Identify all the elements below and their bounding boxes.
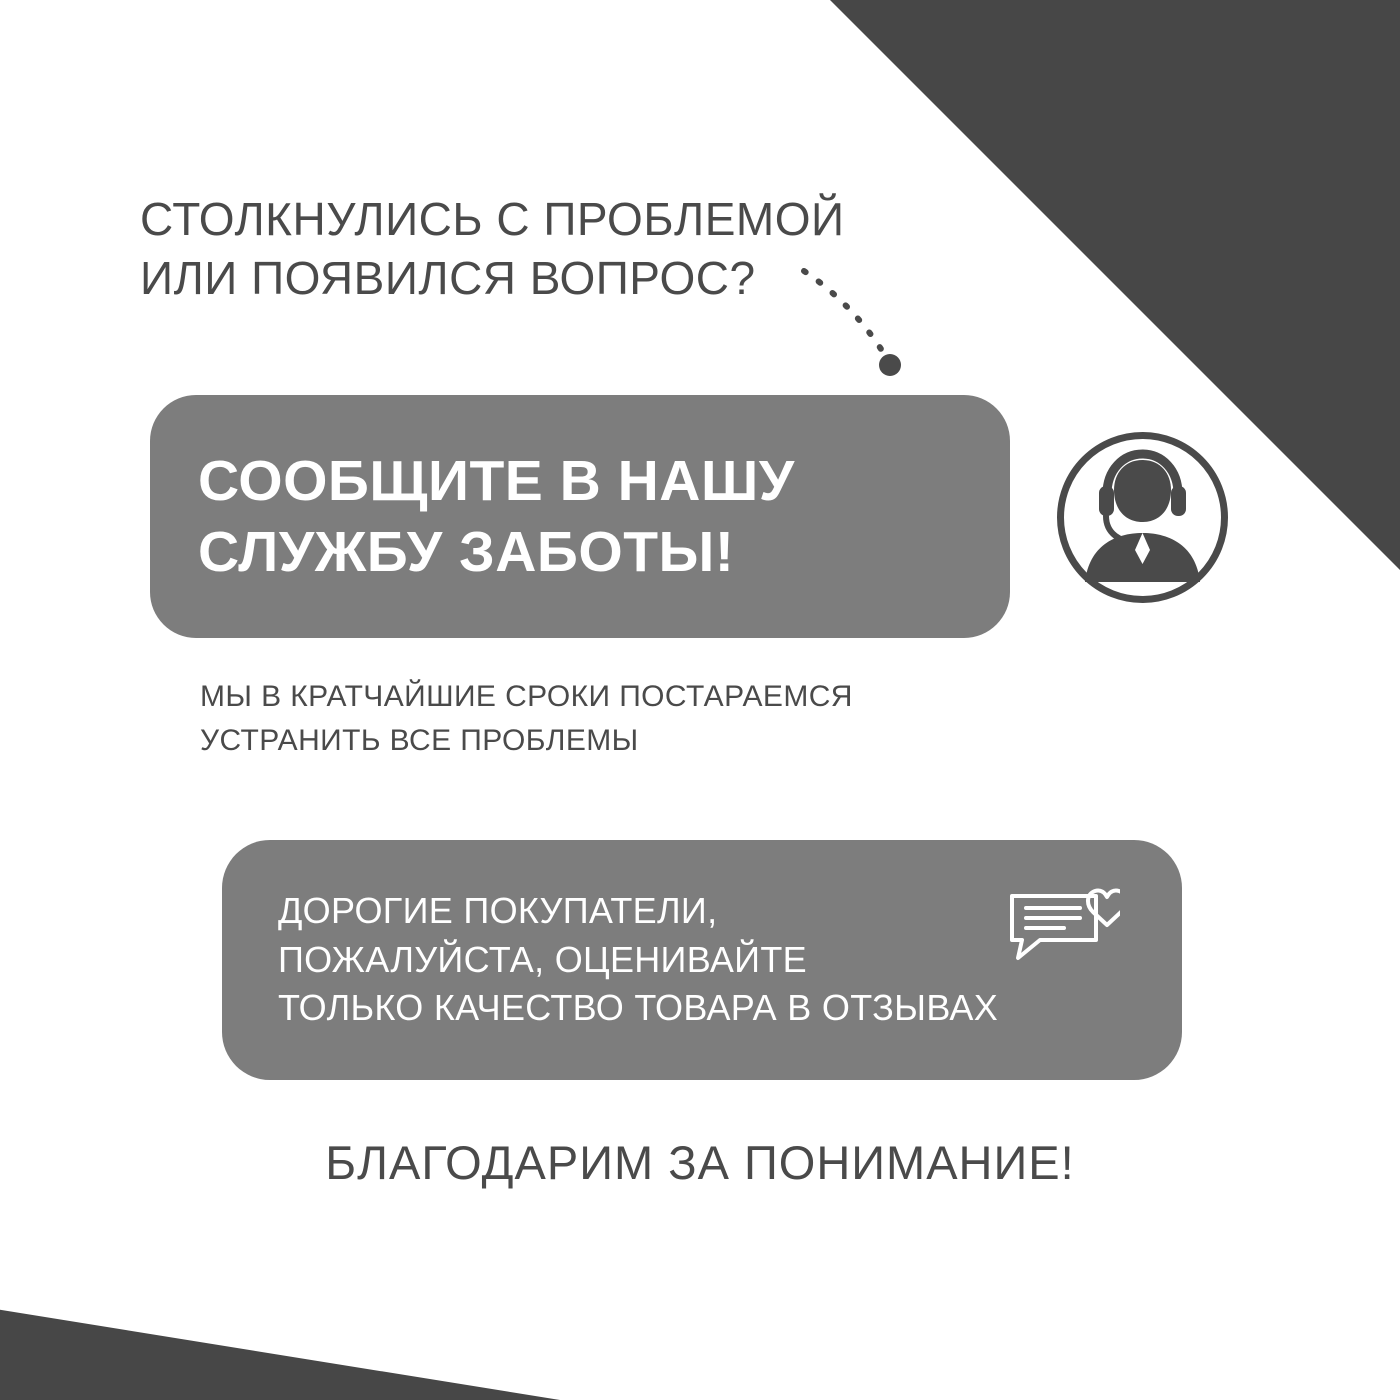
review-speech-bubble-heart-icon: [1000, 882, 1120, 974]
review-request-pill: [222, 840, 1182, 1080]
review-request-line-1: ДОРОГИЕ ПОКУПАТЕЛИ,: [278, 890, 718, 932]
support-callout-text: [198, 446, 962, 586]
support-agent-headset-icon: [1055, 430, 1230, 605]
corner-bottom-left-decor: [0, 1290, 560, 1400]
review-request-text: [278, 887, 998, 1033]
footer-thanks: БЛАГОДАРИМ ЗА ПОНИМАНИЕ!: [325, 1136, 1075, 1189]
support-callout-line-1: СООБЩИТЕ В НАШУ: [198, 449, 795, 514]
headline-line-1: СТОЛКНУЛИСЬ С ПРОБЛЕМОЙ: [140, 193, 845, 245]
support-callout-line-2: СЛУЖБУ ЗАБОТЫ!: [198, 519, 735, 584]
support-subnote-line-2: УСТРАНИТЬ ВСЕ ПРОБЛЕМЫ: [200, 723, 639, 757]
headline-line-2: ИЛИ ПОЯВИЛСЯ ВОПРОС?: [140, 251, 756, 304]
review-request-line-2: ПОЖАЛУЙСТА, ОЦЕНИВАЙТЕ: [278, 938, 807, 980]
support-callout-pill: [150, 395, 1010, 638]
support-subnote: [200, 675, 1100, 762]
support-subnote-line-1: МЫ В КРАТЧАЙШИЕ СРОКИ ПОСТАРАЕМСЯ: [200, 680, 853, 713]
dotted-arrow-icon: [800, 265, 910, 385]
review-request-line-3: ТОЛЬКО КАЧЕСТВО ТОВАРА В ОТЗЫВАХ: [278, 987, 999, 1029]
